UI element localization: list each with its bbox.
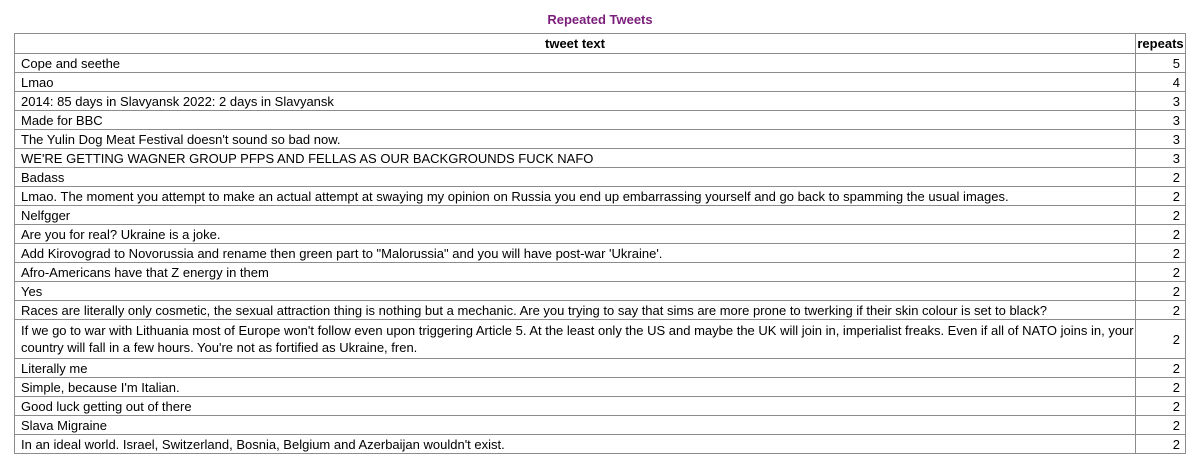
tweet-text-cell: Badass (15, 168, 1136, 187)
table-row (15, 168, 1186, 187)
table-row (15, 435, 1186, 454)
table-row (15, 187, 1186, 206)
tweet-text-cell: Good luck getting out of there (15, 397, 1136, 416)
tweet-text-cell: Lmao. The moment you attempt to make an actual attempt at swaying my opinion on Russia you end up embarrassing yourself and go back to spamming the usual images. (15, 187, 1136, 206)
tweet-text-cell: Afro-Americans have that Z energy in them (15, 263, 1136, 282)
table-row (15, 320, 1186, 359)
repeated-tweets-table (14, 33, 1186, 454)
repeats-cell: 2 (1136, 168, 1186, 187)
repeats-cell: 2 (1136, 301, 1186, 320)
tweet-text-cell: Lmao (15, 73, 1136, 92)
repeats-cell: 2 (1136, 225, 1186, 244)
tweet-text-cell: Yes (15, 282, 1136, 301)
table-row (15, 206, 1186, 225)
repeats-cell: 2 (1136, 416, 1186, 435)
table-row (15, 130, 1186, 149)
tweet-text-cell: 2014: 85 days in Slavyansk 2022: 2 days in Slavyansk (15, 92, 1136, 111)
repeats-header: repeats (1136, 34, 1186, 54)
tweet-text-cell: Literally me (15, 359, 1136, 378)
tweet-text-cell: WE'RE GETTING WAGNER GROUP PFPS AND FELLAS AS OUR BACKGROUNDS FUCK NAFO (15, 149, 1136, 168)
repeats-cell: 5 (1136, 54, 1186, 73)
table-row (15, 92, 1186, 111)
tweet-text-cell: Cope and seethe (15, 54, 1136, 73)
repeats-cell: 4 (1136, 73, 1186, 92)
table-header-row (15, 34, 1186, 54)
tweet-text-cell: Simple, because I'm Italian. (15, 378, 1136, 397)
table-row (15, 225, 1186, 244)
repeats-cell: 2 (1136, 378, 1186, 397)
tweet-text-header: tweet text (15, 34, 1136, 54)
tweet-text-cell: Add Kirovograd to Novorussia and rename then green part to "Malorussia" and you will have post-war 'Ukraine'. (15, 244, 1136, 263)
tweet-text-cell: Are you for real? Ukraine is a joke. (15, 225, 1136, 244)
tweet-text-cell: In an ideal world. Israel, Switzerland, Bosnia, Belgium and Azerbaijan wouldn't exist. (15, 435, 1136, 454)
repeats-cell: 2 (1136, 187, 1186, 206)
table-row (15, 397, 1186, 416)
tweet-text-cell: Made for BBC (15, 111, 1136, 130)
table-row (15, 282, 1186, 301)
page-title: Repeated Tweets (547, 12, 653, 27)
repeats-cell: 3 (1136, 92, 1186, 111)
repeats-cell: 3 (1136, 149, 1186, 168)
table-row (15, 244, 1186, 263)
table-row (15, 54, 1186, 73)
tweet-text-cell: Races are literally only cosmetic, the sexual attraction thing is nothing but a mechanic. Are you trying to say that sims are more prone to twerking if their skin colour is set to black? (15, 301, 1136, 320)
tweet-text-cell: Nelfgger (15, 206, 1136, 225)
table-body (15, 54, 1186, 454)
repeats-cell: 2 (1136, 206, 1186, 225)
table-row (15, 359, 1186, 378)
repeats-cell: 3 (1136, 111, 1186, 130)
table-row (15, 73, 1186, 92)
table-row (15, 416, 1186, 435)
tweet-text-cell: The Yulin Dog Meat Festival doesn't sound so bad now. (15, 130, 1136, 149)
repeats-cell: 2 (1136, 320, 1186, 359)
table-row (15, 378, 1186, 397)
repeats-cell: 2 (1136, 282, 1186, 301)
repeats-cell: 3 (1136, 130, 1186, 149)
repeats-cell: 2 (1136, 359, 1186, 378)
repeats-cell: 2 (1136, 435, 1186, 454)
repeats-cell: 2 (1136, 397, 1186, 416)
repeats-cell: 2 (1136, 244, 1186, 263)
tweet-text-cell: If we go to war with Lithuania most of Europe won't follow even upon triggering Article 5. At the least only the US and maybe the UK will join in, imperialist freaks. Even if all of NATO joins in, your country will fall in a few hours. You're not as fortified as Ukraine, fren. (15, 320, 1136, 359)
table-row (15, 301, 1186, 320)
table-row (15, 149, 1186, 168)
table-row (15, 263, 1186, 282)
table-row (15, 111, 1186, 130)
tweet-text-cell: Slava Migraine (15, 416, 1136, 435)
repeats-cell: 2 (1136, 263, 1186, 282)
